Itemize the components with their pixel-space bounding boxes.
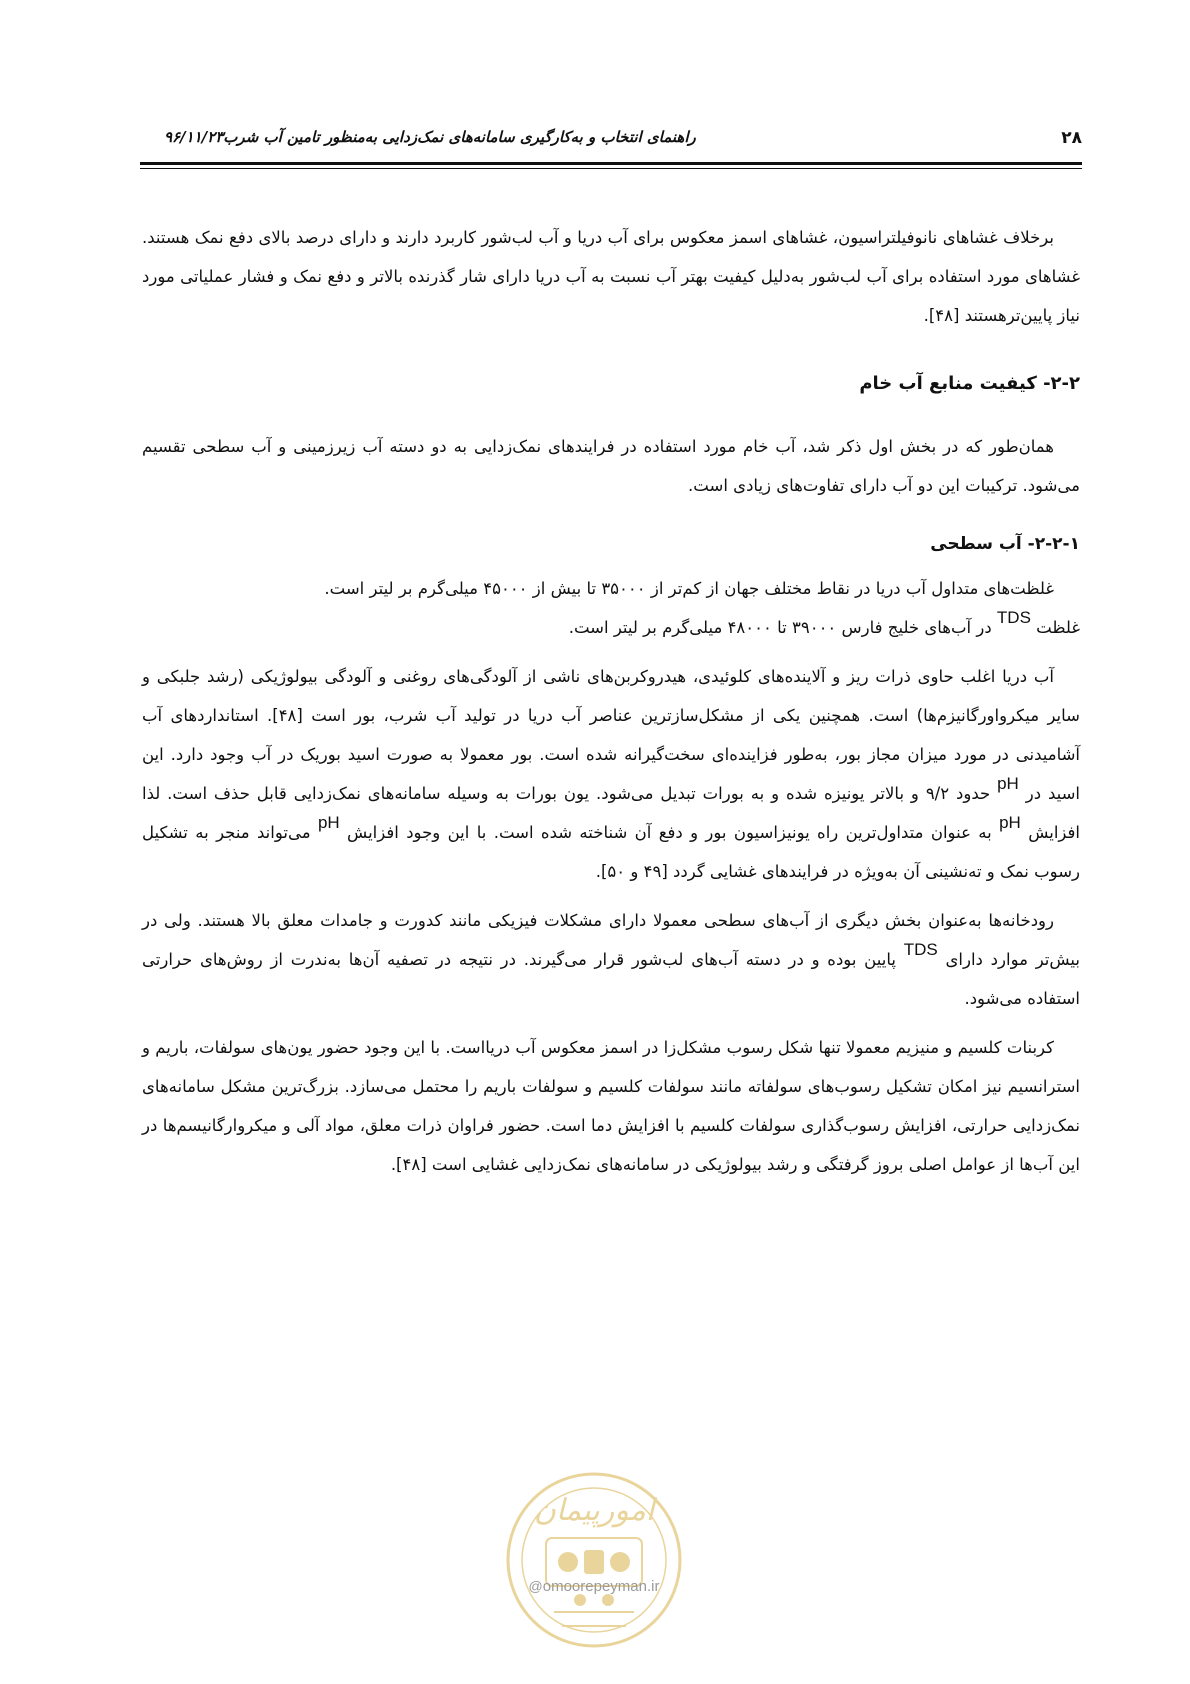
- watermark-url: [484, 1578, 704, 1595]
- body-content: [142, 218, 1080, 1184]
- watermark-logo: [484, 1442, 704, 1682]
- section-paragraph: همان‌طور که در بخش اول ذکر شد، آب خام مورد استفاده در فرایندهای نمک‌زدایی به دو دسته آب زیرزمینی و آب سطحی تقسیم می‌شود. ترکیبات این دو آب دارای تفاوت‌های زیادی است.: [142, 437, 1080, 495]
- watermark-url-text: omoorepeyman.ir: [542, 1578, 660, 1595]
- watermark-at-icon: @: [528, 1578, 543, 1594]
- paragraph-seawater-concentration: [142, 569, 1080, 647]
- paragraph-rivers: [142, 901, 1080, 1018]
- paragraph-scaling: کربنات کلسیم و منیزیم معمولا تنها شکل رسوب مشکل‌زا در اسمز معکوس آب دریااست. با این وجود حضور یون‌های سولفات، باریم و استرانسیم نیز امکان تشکیل رسوب‌های سولفاته مانند سولفات کلسیم و سولفات باریم را محتمل می‌سازد. بزرگ‌ترین مشکل سامانه‌های نمک‌زدایی حرارتی، افزایش رسوب‌گذاری سولفات کلسیم با افزایش دما است. حضور فراوان ذرات معلق، مواد آلی و میکروارگانیسم‌ها در این آب‌ها از عوامل اصلی بروز گرفتگی و رشد بیولوژیکی در سامانه‌های نمک‌زدایی غشایی است [۴۸].: [142, 1038, 1080, 1174]
- running-head: [140, 128, 696, 146]
- tds-term: TDS: [996, 608, 1031, 627]
- persian-gulf-text: در آب‌های خلیج فارس ۳۹۰۰۰ تا ۴۸۰۰۰ میلی‌گرم بر لیتر است.: [568, 618, 992, 637]
- subsection-heading: ۲-۲-۱- آب سطحی: [930, 534, 1080, 554]
- intro-paragraph: برخلاف غشاهای نانوفیلتراسیون، غشاهای اسمز معکوس برای آب دریا و آب لب‌شور کاربرد دارند و دارای درصد بالای دفع نمک هستند. غشاهای مورد استفاده برای آب لب‌شور به‌دلیل کیفیت بهتر آب نسبت به آب دریا دارای شار گذرنده بالاتر و دفع نمک و فشار عملیاتی مورد نیاز پایین‌ترهستند [۴۸].: [142, 228, 1080, 325]
- rivers-text-a: رودخانه‌ها به‌عنوان بخش دیگری از آب‌های سطحی معمولا دارای مشکلات فیزیکی مانند کدورت و جامدات معلق بالا هستند. ولی در بیش‌تر موارد دارای: [142, 911, 1081, 969]
- header-rule-thin: [140, 168, 1082, 169]
- page-header: [140, 128, 1082, 154]
- concentration-label: غلظت: [1036, 618, 1080, 637]
- boron-text-b: حدود ۹/۲ و بالاتر یونیزه شده و به بورات تبدیل می‌شود. یون بورات به وسیله سامانه‌های نمک‌زدایی قابل حذف است. لذا افزایش: [142, 784, 1080, 842]
- concentration-range-text: غلظت‌های متداول آب دریا در نقاط مختلف جهان از کم‌تر از ۳۵۰۰۰ تا بیش از ۴۵۰۰۰ میلی‌گرم بر لیتر است.: [324, 579, 1054, 598]
- section-heading: ۲-۲- کیفیت منابع آب خام: [859, 373, 1080, 394]
- boron-text-d: می‌تواند منجر به تشکیل رسوب نمک و ته‌نشینی آن به‌ویژه در فرایندهای غشایی گردد [۴۹ و ۵۰].: [142, 823, 1080, 881]
- rivers-text-b: پایین بوده و در دسته آب‌های لب‌شور قرار می‌گیرند. در نتیجه در تصفیه آن‌ها به‌ندرت از روش‌های حرارتی استفاده می‌شود.: [142, 950, 1080, 1008]
- paragraph-boron: [142, 657, 1080, 891]
- ph-term: pH: [997, 774, 1019, 793]
- boron-text-c: به عنوان متداول‌ترین راه یونیزاسیون بور و دفع آن شناخته شده است. با این وجود افزایش: [347, 823, 992, 842]
- page-number: ۲۸: [1061, 128, 1082, 148]
- watermark-logo-text: امورپیمان: [533, 1493, 655, 1528]
- ph-term: pH: [317, 813, 340, 832]
- running-head-date: ۹۶/۱۱/۲۳: [164, 128, 224, 146]
- header-rule-thick: [140, 162, 1082, 165]
- ph-term: pH: [999, 813, 1021, 832]
- boron-text-a: آب دریا اغلب حاوی ذرات ریز و آلاینده‌های کلوئیدی، هیدروکربن‌های ناشی از آلودگی‌های روغنی و آلودگی بیولوژیکی (رشد جلبکی و سایر میکرواورگانیزم‌ها) است. همچنین یکی از مشکل‌سازترین عناصر آب دریا در تولید آب شرب، بور است [۴۸]. استانداردهای آب آشامیدنی در مورد میزان مجاز بور، به‌طور فزاینده‌ای سخت‌گیرانه شده است. بور معمولا به صورت اسید بوریک در آب وجود دارد. این اسید در: [142, 667, 1080, 803]
- tds-term: TDS: [903, 940, 938, 959]
- running-head-title: راهنمای انتخاب و به‌کارگیری سامانه‌های نمک‌زدایی به‌منظور تامین آب شرب: [223, 128, 696, 146]
